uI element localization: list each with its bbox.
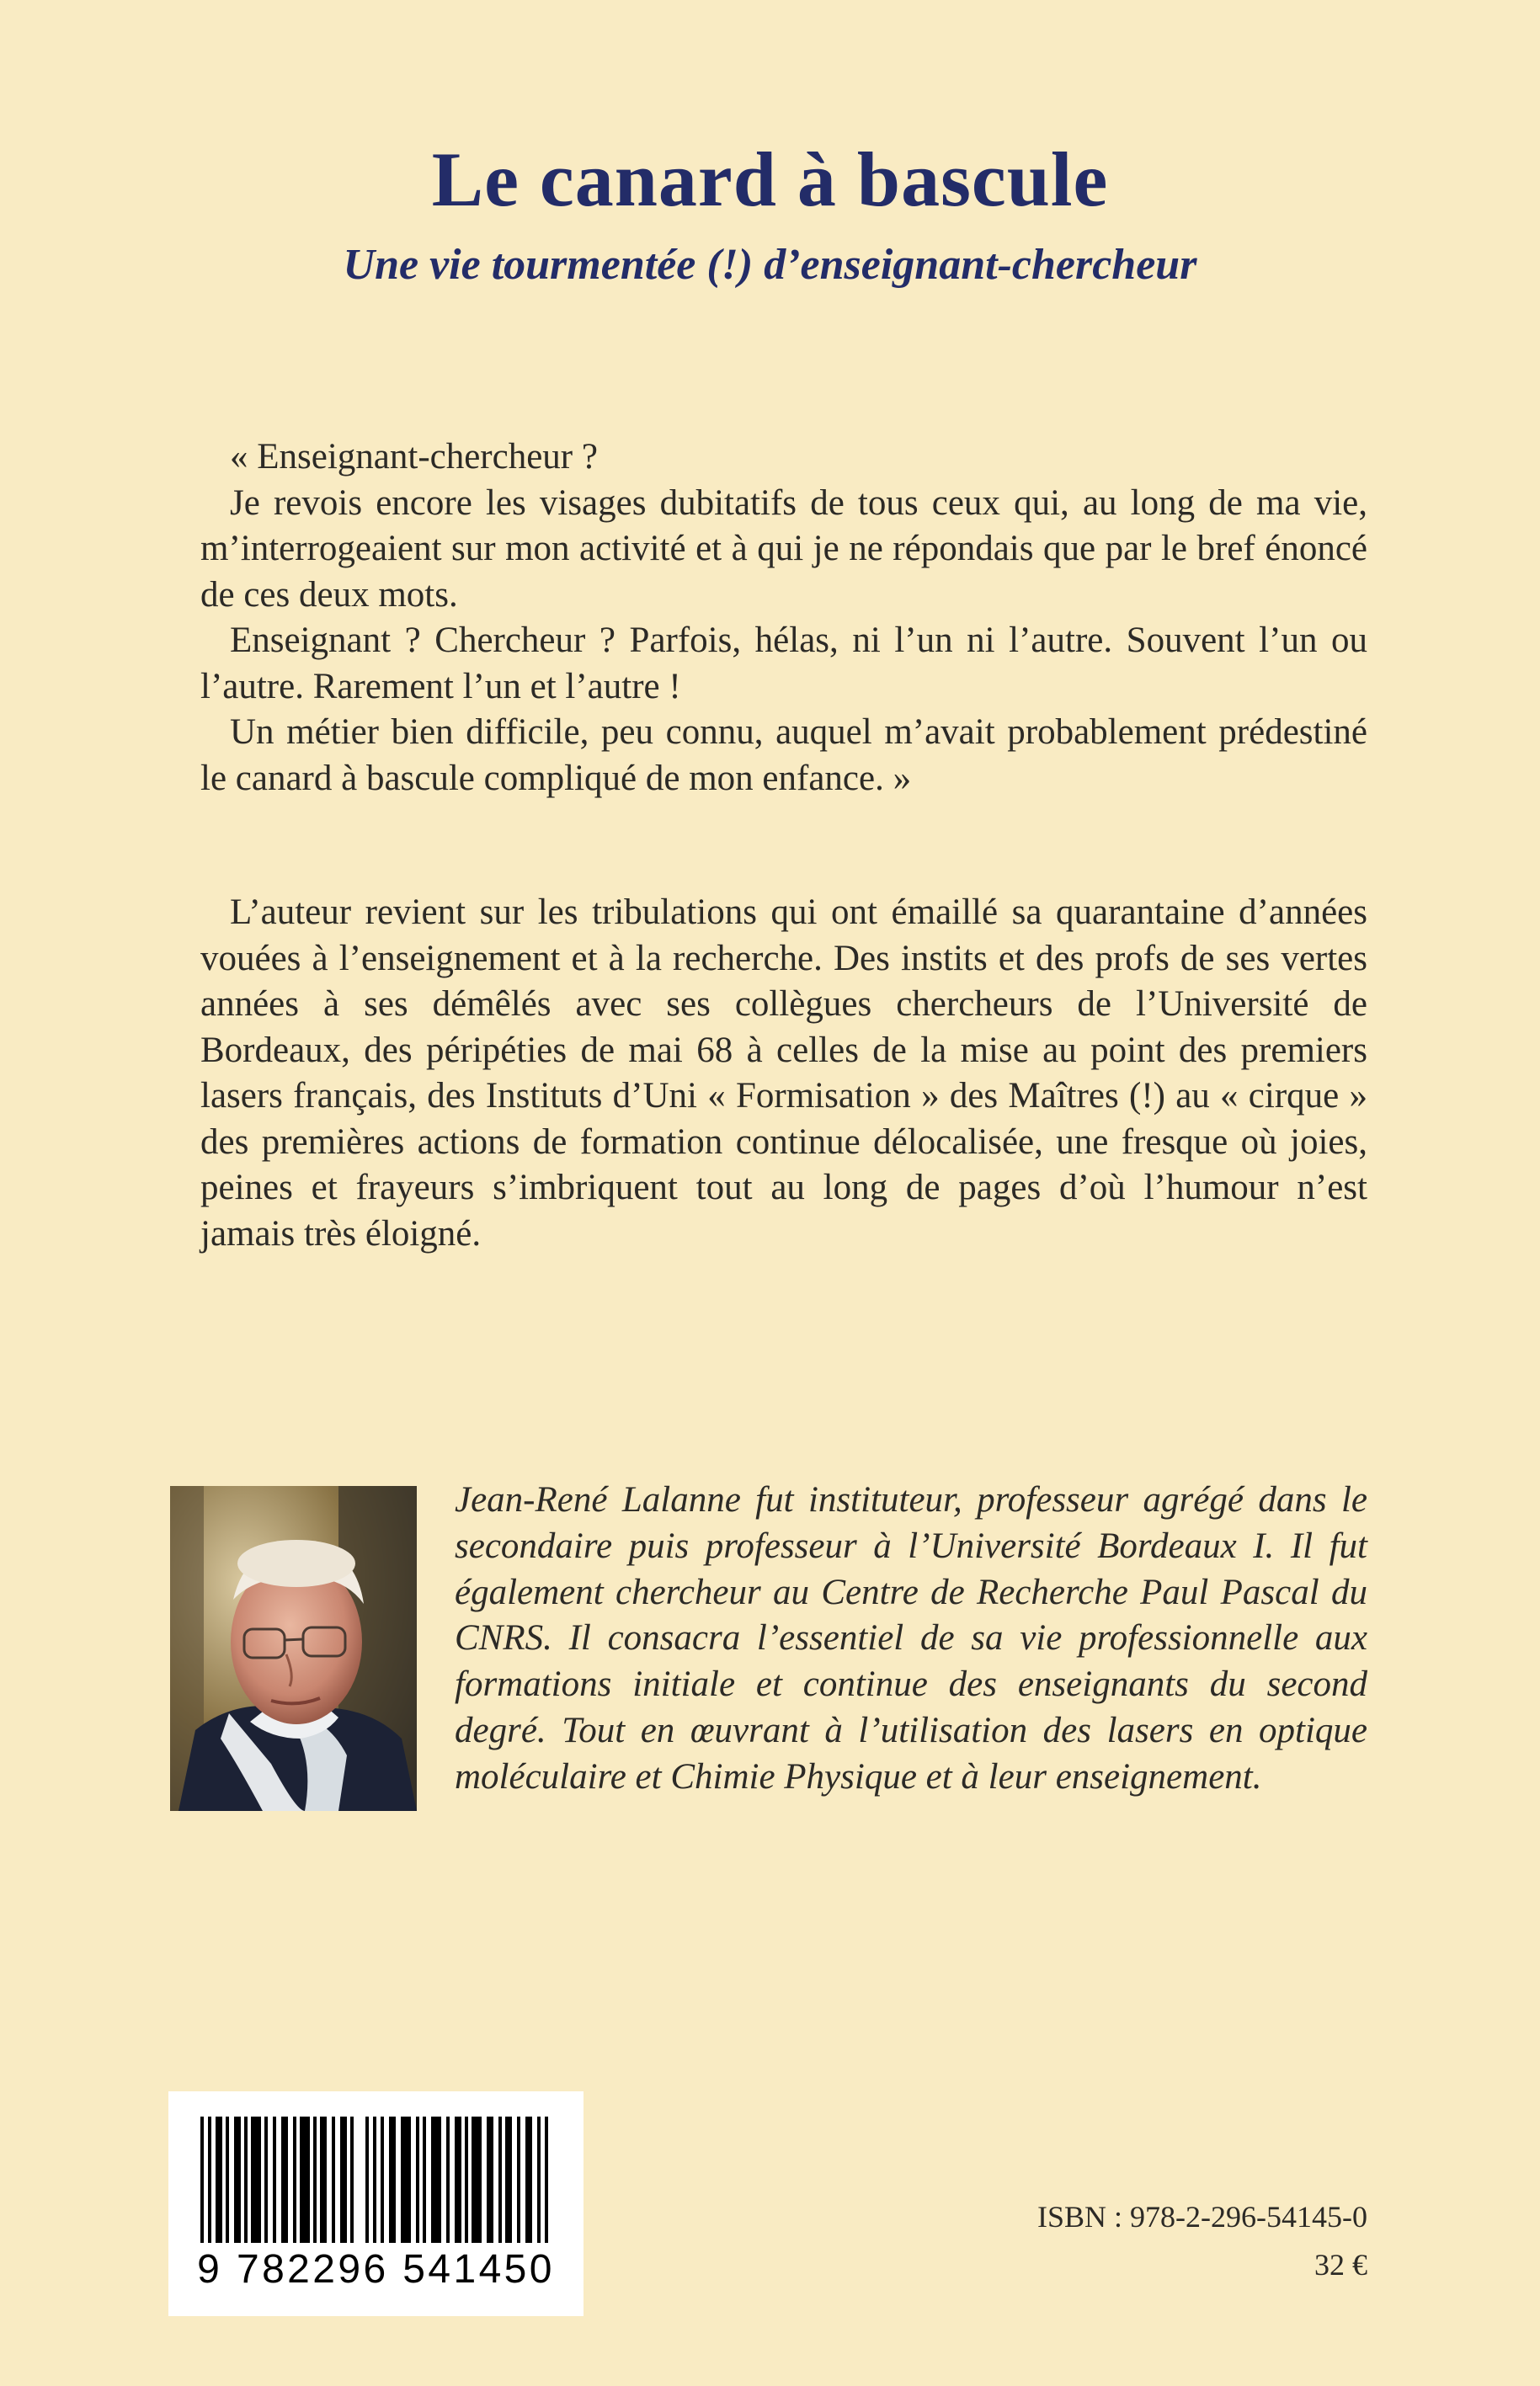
summary-block xyxy=(200,890,1367,1257)
summary-paragraph: L’auteur revient sur les tribulations qui ont émaillé sa quarantaine d’années vouées à l’enseignement et à la recherche. Des instits et des profs de ses vertes années à ses démêlés avec ses collègues chercheurs de l’Université de Bordeaux, des péripéties de mai 68 à celles de la mise au point des premiers lasers français, des Instituts d’Uni « Formisation » des Maîtres (!) au « cirque » des premières actions de formation continue délocalisée, une fresque où joies, peines et frayeurs s’imbriquent tout au long de pages d’où l’humour n’est jamais très éloigné. xyxy=(200,892,1367,1254)
barcode-digits: 9 782296 541450 xyxy=(197,2247,555,2292)
quote-paragraph: Enseignant ? Chercheur ? Parfois, hélas, ni l’un ni l’autre. Souvent l’un ou l’autre. Rarement l’un et l’autre ! xyxy=(200,620,1367,706)
quote-paragraph: Un métier bien difficile, peu connu, auquel m’avait probablement prédestiné le canard à bascule compliqué de mon enfance. » xyxy=(200,712,1367,798)
book-subtitle: Une vie tourmentée (!) d’enseignant-chercheur xyxy=(343,241,1197,289)
barcode xyxy=(168,2091,583,2316)
author-photo xyxy=(170,1486,417,1811)
quote-block xyxy=(200,434,1367,802)
price-label: 32 € xyxy=(1314,2248,1367,2282)
quote-paragraph: Je revois encore les visages dubitatifs de tous ceux qui, au long de ma vie, m’interrogeaient sur mon activité et à qui je ne répondais que par le bref énoncé de ces deux mots. xyxy=(200,482,1367,615)
barcode-bars xyxy=(200,2117,552,2243)
book-title: Le canard à bascule xyxy=(431,136,1109,222)
author-bio: Jean-René Lalanne fut instituteur, professeur agrégé dans le secondaire puis professeur à l’Université Bordeaux I. Il fut également chercheur au Centre de Recherche Paul Pascal du CNRS. Il consacra l’essentiel de sa vie professionnelle aux formations initiale et continue des enseignants du second degré. Tout en œuvrant à l’utilisation des lasers en optique moléculaire et Chimie Physique et à leur enseignement. xyxy=(455,1480,1367,1797)
author-portrait-image xyxy=(170,1486,417,1811)
isbn-label: ISBN : 978-2-296-54145-0 xyxy=(1037,2200,1367,2234)
quote-paragraph: « Enseignant-chercheur ? xyxy=(230,437,598,477)
